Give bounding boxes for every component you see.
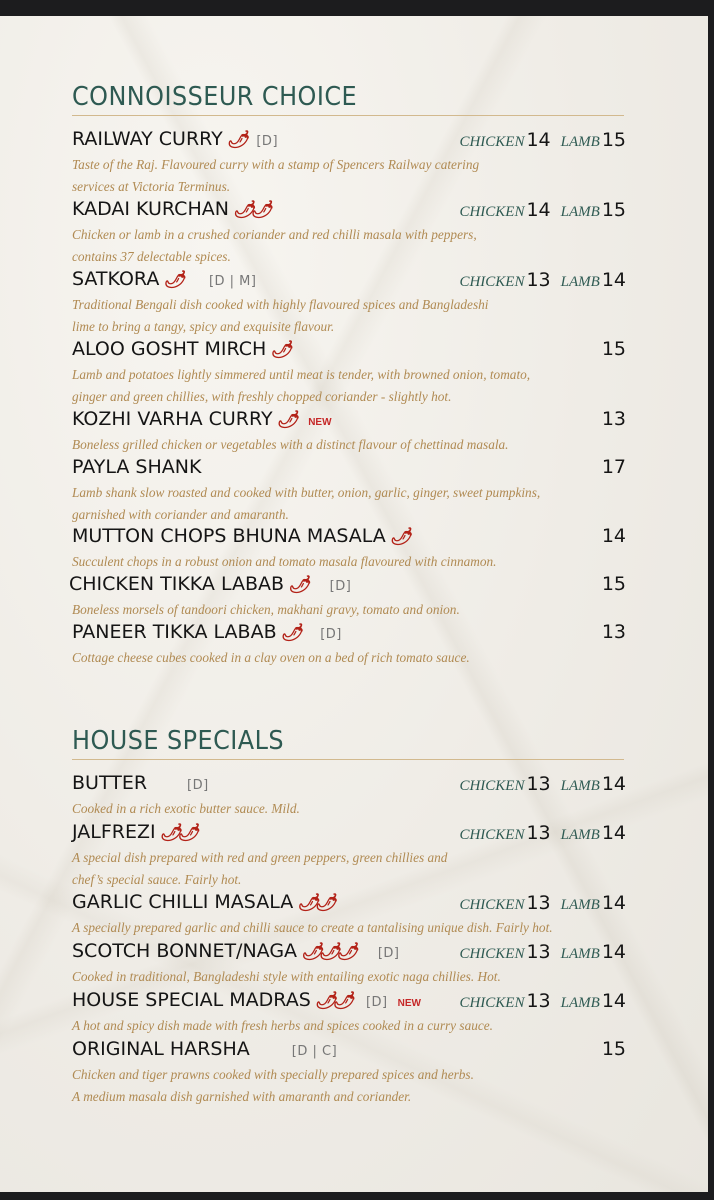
dietary-tag: [D | C] bbox=[291, 1044, 338, 1059]
item-description: Chicken and tiger prawns cooked with specially prepared spices and herbs. A medium masala dish garnished with amaranth and coriander. bbox=[72, 1067, 474, 1104]
section-divider bbox=[72, 759, 624, 760]
dietary-tag: [D] bbox=[187, 778, 209, 793]
item-prices: CHICKEN 13 LAMB 14 bbox=[459, 941, 626, 963]
chili-icon: 🌶 bbox=[163, 270, 181, 290]
chili-icon: 🌶🌶 bbox=[314, 991, 350, 1011]
item-name: KOZHI VARHA CURRY 🌶 NEW bbox=[72, 408, 332, 430]
item-name: CHICKEN TIKKA LABAB 🌶 [D] bbox=[69, 573, 352, 595]
item-price: 13 bbox=[601, 621, 626, 643]
item-description: Boneless morsels of tandoori chicken, makhani gravy, tomato and onion. bbox=[72, 602, 460, 617]
item-name: KADAI KURCHAN 🌶🌶 bbox=[72, 198, 269, 220]
item-name: PANEER TIKKA LABAB 🌶 [D] bbox=[72, 621, 342, 643]
item-description: A specially prepared garlic and chilli sauce to create a tantalising unique dish. Fairly hot. bbox=[72, 920, 553, 935]
item-description: Cooked in a rich exotic butter sauce. Mild. bbox=[72, 801, 300, 816]
new-badge: NEW bbox=[397, 998, 421, 1009]
chili-icon: 🌶 bbox=[280, 623, 299, 643]
item-name: ORIGINAL HARSHA [D | C] bbox=[72, 1038, 338, 1060]
item-description: Taste of the Raj. Flavoured curry with a stamp of Spencers Railway catering services at Victoria Terminus. bbox=[72, 157, 480, 194]
item-description: Lamb shank slow roasted and cooked with butter, onion, garlic, ginger, sweet pumpkins, garnished with coriander and amaranth. bbox=[72, 485, 541, 522]
item-price: 15 bbox=[601, 1038, 626, 1060]
item-description: Lamb and potatoes lightly simmered until meat is tender, with browned onion, tomato, ginger and green chillies, with freshly chopped coriander - slightly hot. bbox=[72, 367, 531, 404]
menu-page bbox=[0, 16, 708, 1192]
item-name: JALFREZI 🌶🌶 bbox=[72, 821, 195, 843]
item-description: Boneless grilled chicken or vegetables with a distinct flavour of chettinad masala. bbox=[72, 437, 509, 452]
item-prices: CHICKEN 14 LAMB 15 bbox=[459, 129, 626, 151]
item-prices: CHICKEN 13 LAMB 14 bbox=[459, 773, 626, 795]
chili-icon: 🌶 bbox=[389, 527, 408, 547]
chili-icon: 🌶🌶 bbox=[232, 200, 269, 220]
item-description: Traditional Bengali dish cooked with highly flavoured spices and Bangladeshi lime to bring a tangy, spicy and exquisite flavour. bbox=[72, 297, 489, 334]
dietary-tag: [D] bbox=[256, 134, 279, 149]
chili-icon: 🌶 bbox=[276, 410, 295, 430]
item-name: PAYLA SHANK bbox=[72, 456, 202, 478]
item-name: MUTTON CHOPS BHUNA MASALA 🌶 bbox=[72, 525, 408, 547]
item-prices: CHICKEN 13 LAMB 14 bbox=[459, 892, 626, 914]
item-price: 15 bbox=[601, 573, 626, 595]
section-title-connoisseur: CONNOISSEUR CHOICE bbox=[72, 82, 358, 112]
item-name: SCOTCH BONNET/NAGA 🌶🌶🌶 [D] bbox=[72, 940, 400, 962]
item-prices: CHICKEN 13 LAMB 14 bbox=[459, 269, 626, 291]
item-prices: CHICKEN 13 LAMB 14 bbox=[459, 990, 626, 1012]
item-description: A special dish prepared with red and green peppers, green chillies and chef’s special sauce. Fairly hot. bbox=[72, 850, 448, 887]
item-prices: CHICKEN 14 LAMB 15 bbox=[459, 199, 626, 221]
new-badge: NEW bbox=[308, 417, 332, 428]
item-price: 17 bbox=[601, 456, 626, 478]
item-description: Cottage cheese cubes cooked in a clay oven on a bed of rich tomato sauce. bbox=[72, 650, 470, 665]
item-prices: CHICKEN 13 LAMB 14 bbox=[459, 822, 626, 844]
chili-icon: 🌶🌶 bbox=[297, 893, 333, 913]
chili-icon: 🌶 bbox=[288, 575, 306, 595]
dietary-tag: [D | M] bbox=[208, 274, 257, 289]
item-name: SATKORA 🌶 [D | M] bbox=[72, 268, 257, 290]
item-name: RAILWAY CURRY 🌶 [D] bbox=[72, 128, 279, 150]
section-title-house-specials: HOUSE SPECIALS bbox=[72, 726, 285, 756]
item-price: 14 bbox=[601, 525, 626, 547]
dietary-tag: [D] bbox=[320, 627, 342, 642]
chili-icon: 🌶🌶🌶 bbox=[301, 942, 354, 962]
item-description: Chicken or lamb in a crushed coriander and red chilli masala with peppers, contains 37 delectable spices. bbox=[72, 227, 477, 264]
item-description: A hot and spicy dish made with fresh herbs and spices cooked in a curry sauce. bbox=[72, 1018, 494, 1033]
chili-icon: 🌶 bbox=[270, 340, 288, 360]
item-price: 13 bbox=[601, 408, 626, 430]
item-price: 15 bbox=[601, 338, 626, 360]
item-name: ALOO GOSHT MIRCH 🌶 bbox=[72, 338, 288, 360]
dietary-tag: [D] bbox=[377, 946, 400, 961]
section-divider bbox=[72, 115, 624, 116]
dietary-tag: [D] bbox=[329, 579, 352, 594]
chili-icon: 🌶🌶 bbox=[159, 823, 195, 843]
item-name: HOUSE SPECIAL MADRAS 🌶🌶 [D] NEW bbox=[72, 989, 421, 1011]
item-description: Succulent chops in a robust onion and tomato masala flavoured with cinnamon. bbox=[72, 554, 497, 569]
item-description: Cooked in traditional, Bangladeshi style with entailing exotic naga chillies. Hot. bbox=[72, 969, 501, 984]
dietary-tag: [D] bbox=[365, 995, 388, 1010]
item-name: GARLIC CHILLI MASALA 🌶🌶 bbox=[72, 891, 333, 913]
item-name: BUTTER [D] bbox=[72, 772, 209, 794]
chili-icon: 🌶 bbox=[226, 130, 245, 150]
